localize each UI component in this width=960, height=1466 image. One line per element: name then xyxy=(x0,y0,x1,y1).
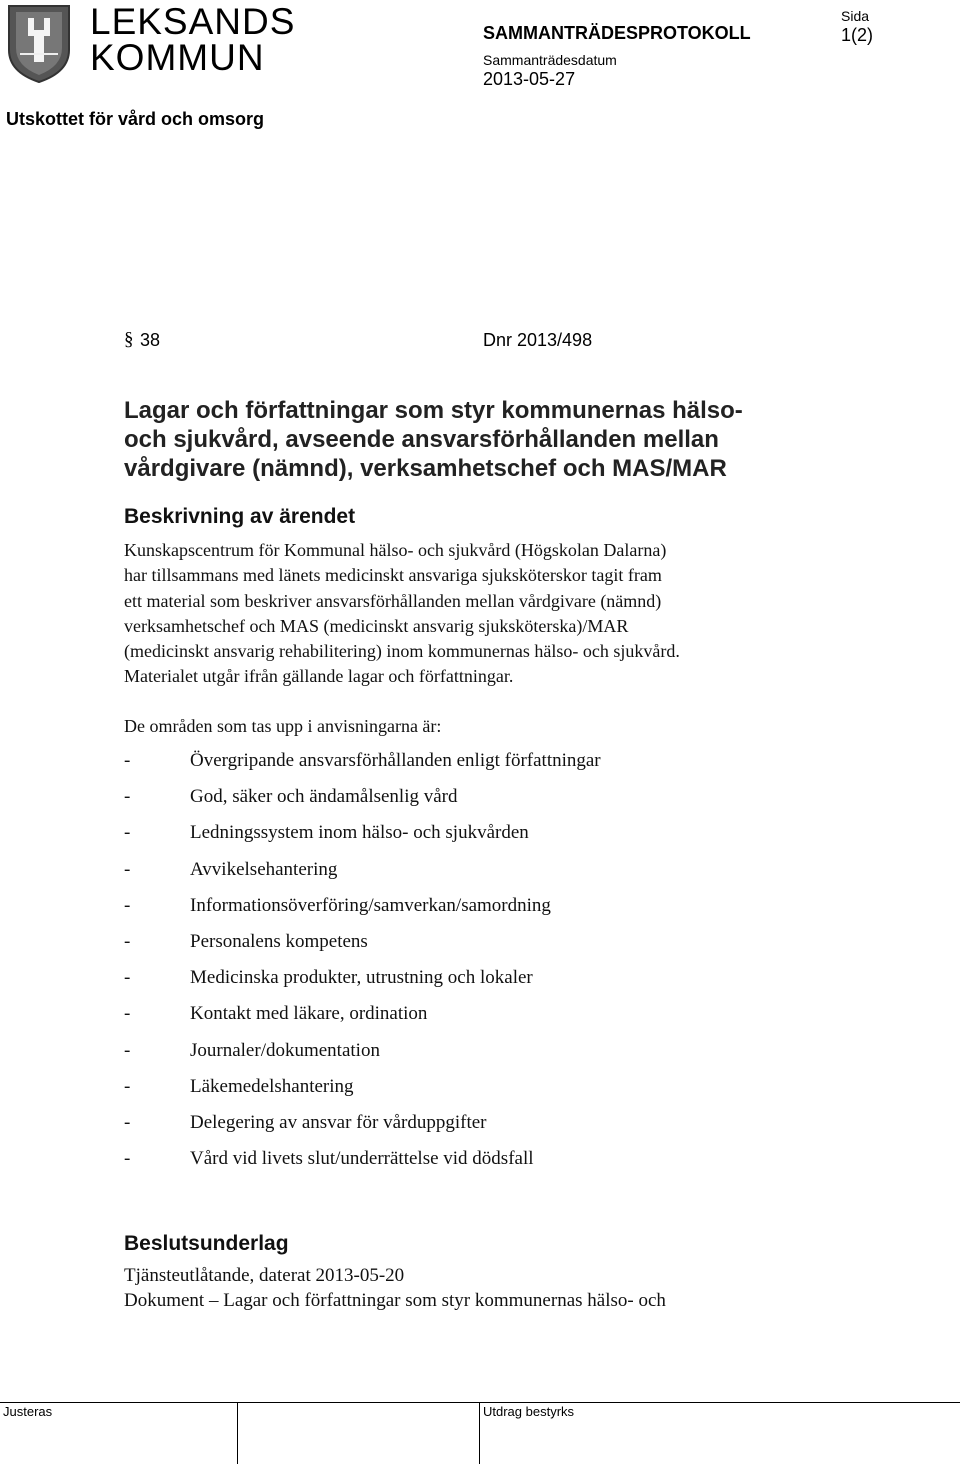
document-type: SAMMANTRÄDESPROTOKOLL xyxy=(483,23,751,43)
description-line: Kunskapscentrum för Kommunal hälso- och sjukvård (Högskolan Dalarna) xyxy=(124,540,667,560)
list-item xyxy=(124,930,601,966)
list-item-text: Kontakt med läkare, ordination xyxy=(190,1003,428,1025)
case-number: Dnr 2013/498 xyxy=(483,330,593,350)
page-title xyxy=(124,396,824,483)
list-item-text: God, säker och ändamålsenlig vård xyxy=(190,786,458,808)
list-item-text: Delegering av ansvar för vårduppgifter xyxy=(190,1111,487,1133)
page-label: Sida xyxy=(841,8,870,24)
municipality-crest-logo xyxy=(6,4,72,84)
title-line: vårdgivare (nämnd), verksamhetschef och MAS/MAR xyxy=(124,455,727,482)
footer-column-divider xyxy=(479,1402,480,1464)
committee-name: Utskottet för vård och omsorg xyxy=(6,109,265,129)
list-item xyxy=(124,858,601,894)
list-dash: - xyxy=(124,750,131,771)
description-line: ett material som beskriver ansvarsförhållanden mellan vårdgivare (nämnd) xyxy=(124,590,662,611)
logo-text-kommun: KOMMUN xyxy=(90,37,265,78)
basis-heading: Beslutsunderlag xyxy=(124,1232,289,1255)
list-item xyxy=(124,966,601,1002)
footer-utdrag-label: Utdrag bestyrks xyxy=(483,1404,575,1419)
title-line: Lagar och författningar som styr kommunernas hälso- xyxy=(124,397,743,424)
list-item-text: Journaler/dokumentation xyxy=(190,1039,380,1061)
areas-intro: De områden som tas upp i anvisningarna är: xyxy=(124,716,442,736)
list-dash: - xyxy=(124,1003,131,1025)
footer-justeras-label: Justeras xyxy=(3,1404,53,1419)
basis-item: Tjänsteutlåtande, daterat 2013-05-20 xyxy=(124,1265,405,1286)
description-line: (medicinskt ansvarig rehabilitering) inom kommunernas hälso- och sjukvård. xyxy=(124,641,680,662)
list-item-text: Medicinska produkter, utrustning och lokaler xyxy=(190,967,533,989)
list-dash: - xyxy=(124,967,131,989)
list-dash: - xyxy=(124,1111,131,1133)
footer-column-divider xyxy=(237,1402,238,1464)
list-dash: - xyxy=(124,786,131,808)
areas-list xyxy=(124,749,601,1183)
meeting-date-value: 2013-05-27 xyxy=(483,69,576,89)
basis-item: Dokument – Lagar och författningar som styr kommunernas hälso- och xyxy=(124,1290,666,1311)
list-item-text: Informationsöverföring/samverkan/samordning xyxy=(190,894,551,916)
description-text xyxy=(124,538,804,690)
list-item xyxy=(124,1111,601,1147)
list-dash: - xyxy=(124,1075,131,1097)
list-dash: - xyxy=(124,1039,131,1061)
list-dash: - xyxy=(124,822,131,844)
paragraph-number: 38 xyxy=(140,330,161,350)
list-dash: - xyxy=(124,930,131,952)
list-item-text: Läkemedelshantering xyxy=(190,1075,354,1097)
list-dash: - xyxy=(124,858,131,880)
list-item xyxy=(124,1075,601,1111)
list-item xyxy=(124,749,601,785)
list-item-text: Avvikelsehantering xyxy=(190,858,338,880)
list-item-text: Ledningssystem inom hälso- och sjukvården xyxy=(190,822,529,844)
description-line: har tillsammans med länets medicinskt ansvariga sjuksköterskor tagit fram xyxy=(124,565,662,586)
list-item xyxy=(124,1147,601,1183)
list-item xyxy=(124,1039,601,1075)
paragraph-sign: § xyxy=(124,329,134,350)
logo-text-leksands: LEKSANDS xyxy=(90,1,296,42)
list-item xyxy=(124,785,601,821)
description-line: verksamhetschef och MAS (medicinskt ansvarig sjuksköterska)/MAR xyxy=(124,615,629,636)
list-dash: - xyxy=(124,894,131,916)
description-heading: Beskrivning av ärendet xyxy=(124,505,356,528)
meeting-date-label: Sammanträdesdatum xyxy=(483,52,617,68)
list-item-text: Personalens kompetens xyxy=(190,930,368,952)
description-line: Materialet utgår ifrån gällande lagar och författningar. xyxy=(124,666,514,687)
list-item xyxy=(124,894,601,930)
list-dash: - xyxy=(124,1148,131,1170)
title-line: och sjukvård, avseende ansvarsförhållanden mellan xyxy=(124,426,719,453)
list-item xyxy=(124,821,601,857)
list-item-text: Vård vid livets slut/underrättelse vid dödsfall xyxy=(190,1148,534,1170)
list-item-text: Övergripande ansvarsförhållanden enligt författningar xyxy=(190,750,601,771)
footer-divider xyxy=(0,1402,960,1403)
list-item xyxy=(124,1002,601,1038)
page-number: 1(2) xyxy=(841,25,874,45)
